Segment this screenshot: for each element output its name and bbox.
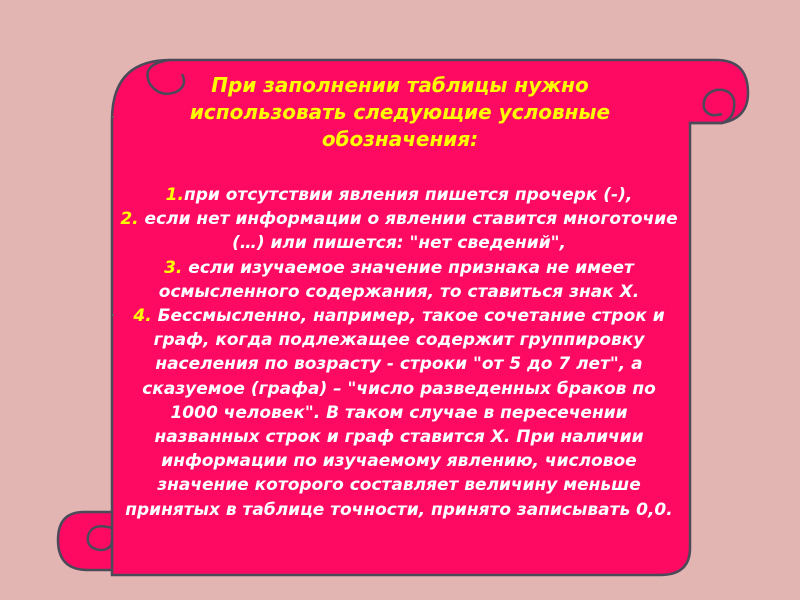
decorative-dot bbox=[112, 116, 114, 118]
item-text: при отсутствии явления пишется прочерк (-), bbox=[183, 185, 633, 205]
item-number: 4. bbox=[133, 306, 152, 327]
list-item bbox=[116, 207, 682, 255]
list-item bbox=[116, 256, 682, 304]
item-text: если изучаемое значение признака не имеет осмысленного содержания, то ставиться знак Х. bbox=[158, 257, 640, 302]
item-number: 2. bbox=[120, 209, 139, 230]
item-text: Бессмысленно, например, такое сочетание строк и граф, когда подлежащее содержит группировку населения по возрасту - строки "от 5 до 7 лет", а сказуемое (графа) – "число разведенных браков по 1000 человек". В таком случае в пересечении названных строк и граф ставится Х. При наличии информации по изучаемому явлению, числовое значение которого составляет величину меньше принятых в таблице точности, принято записывать 0,0. bbox=[125, 306, 673, 520]
item-text: если нет информации о явлении ставится многоточие (…) или пишется: "нет сведений", bbox=[138, 209, 678, 254]
item-number: 3. bbox=[164, 257, 183, 278]
list-item bbox=[116, 183, 682, 207]
conventions-list bbox=[116, 183, 682, 522]
slide-title: При заполнении таблицы нужно использовать следующие условные обозначения: bbox=[189, 73, 611, 151]
item-number: 1. bbox=[165, 185, 184, 205]
list-item bbox=[116, 304, 682, 522]
scroll-bottom-curl bbox=[58, 512, 112, 570]
decorative-dot bbox=[112, 314, 114, 316]
